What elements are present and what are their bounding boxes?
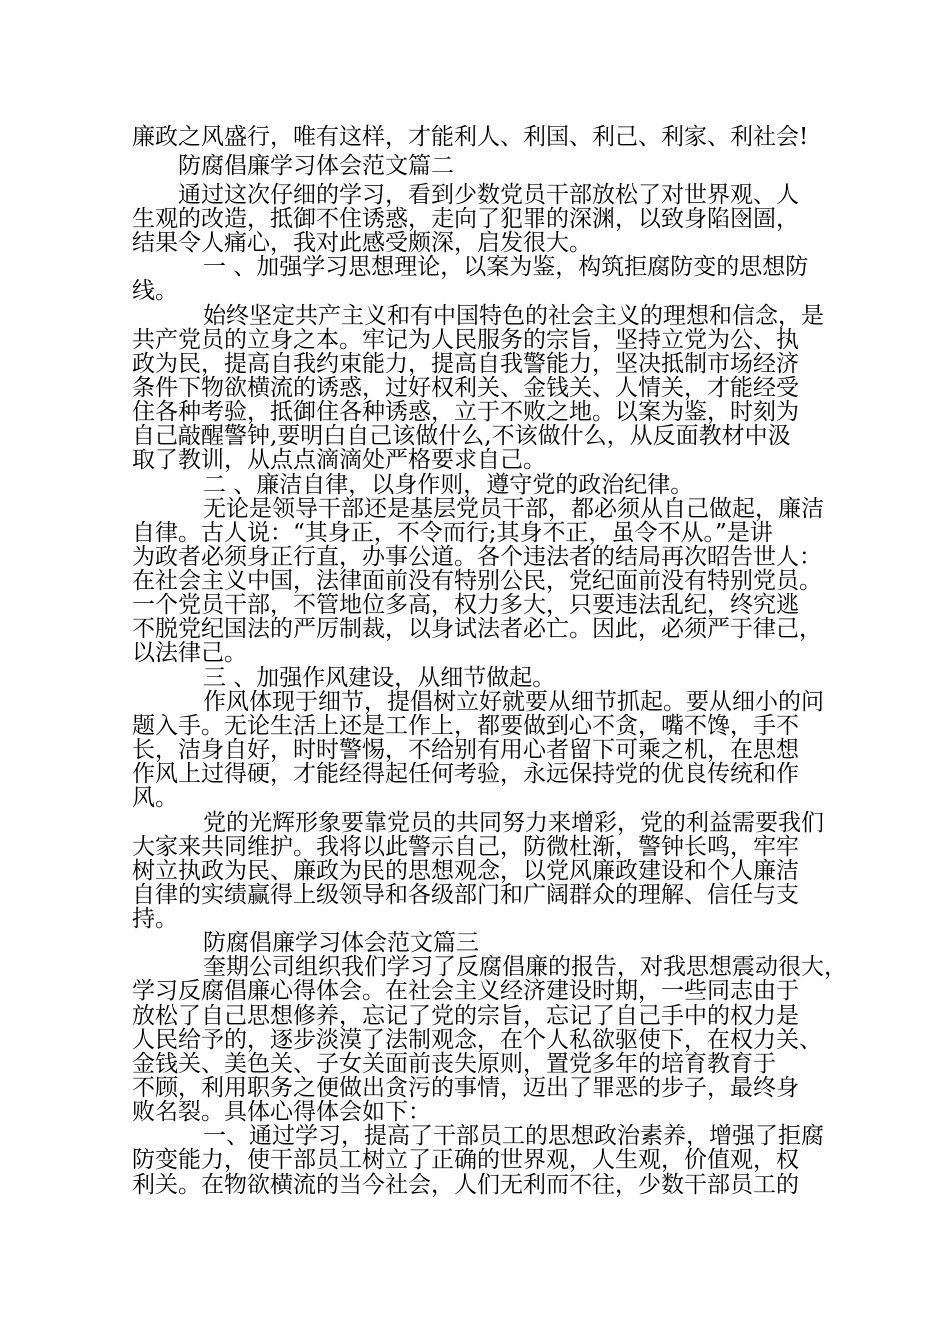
text-line: 作风体现于细节，提倡树立好就要从细节抓起。要从细小的问 bbox=[203, 689, 824, 715]
text-line: 自律。古人说：“其身正，不令而行;其身不正，虽令不从。”是讲 bbox=[132, 520, 773, 546]
text-line: 一个党员干部，不管地位多高，权力多大，只要违法乱纪，终究逃 bbox=[132, 592, 799, 618]
text-line: 一、通过学习，提高了干部员工的思想政治素养，增强了拒腐 bbox=[203, 1123, 824, 1149]
text-line: 无论是领导干部还是基层党员干部，都必须从自己做起，廉洁 bbox=[203, 496, 824, 522]
text-line: 为政者必须身正行直，办事公道。各个违法者的结局再次昭告世人： bbox=[132, 544, 822, 570]
text-line: 金钱关、美色关、子女关面前丧失原则，置党多年的培育教育于 bbox=[132, 1051, 776, 1077]
subheading-3: 三 、加强作风建设，从细节做起。 bbox=[203, 665, 556, 691]
text-line: 题入手。无论生活上还是工作上，都要做到心不贪，嘴不馋，手不 bbox=[132, 713, 799, 739]
text-line: 奎期公司组织我们学习了反腐倡廉的报告，对我思想震动很大， bbox=[203, 954, 847, 980]
text-line: 作风上过得硬，才能经得起任何考验，永远保持党的优良传统和作 bbox=[132, 761, 799, 787]
text-line: 利关。在物欲横流的当今社会，人们无利而不往，少数干部员工的 bbox=[132, 1172, 799, 1198]
text-line: 败名裂。具体心得体会如下： bbox=[132, 1099, 431, 1125]
text-line: 大家来共同维护。我将以此警示自己，防微杜渐，警钟长鸣，牢牢 bbox=[132, 834, 799, 860]
text-line: 共产党员的立身之本。牢记为人民服务的宗旨，坚持立党为公、执 bbox=[132, 327, 799, 353]
section-heading: 防腐倡廉学习体会范文篇三 bbox=[203, 930, 479, 956]
subheading-2: 二 、廉洁自律，以身作则，遵守党的政治纪律。 bbox=[203, 472, 694, 498]
text-line: 廉政之风盛行，唯有这样，才能利人、利国、利己、利家、利社会! bbox=[132, 124, 809, 150]
text-line: 条件下物欲横流的诱惑，过好权利关、金钱关、人情关，才能经受 bbox=[132, 375, 799, 401]
text-line: 持。 bbox=[132, 906, 178, 932]
text-line: 政为民，提高自我约束能力，提高自我警能力，坚决抵制市场经济 bbox=[132, 351, 799, 377]
text-line: 不脱党纪国法的严厉制裁，以身试法者必亡。因此，必须严于律己， bbox=[132, 616, 822, 642]
text-line: 学习反腐倡廉心得体会。在社会主义经济建设时期，一些同志由于 bbox=[132, 978, 799, 1004]
text-line: 住各种考验，抵御住各种诱惑，立于不败之地。以案为鉴，时刻为 bbox=[132, 399, 799, 425]
text-line: 长，洁身自好，时时警惕，不给别有用心者留下可乘之机，在思想 bbox=[132, 737, 799, 763]
text-line: 通过这次仔细的学习，看到少数党员干部放松了对世界观、人 bbox=[178, 182, 799, 208]
text-line: 生观的改造，抵御不住诱惑，走向了犯罪的深渊，以致身陷囹圄， bbox=[132, 206, 799, 232]
text-line: 自己敲醒警钟,要明白自己该做什么,不该做什么，从反面教材中汲 bbox=[132, 423, 791, 449]
text-line: 线。 bbox=[132, 278, 178, 304]
text-line: 风。 bbox=[132, 785, 178, 811]
text-line: 放松了自己思想修养，忘记了党的宗旨，忘记了自己手中的权力是 bbox=[132, 1003, 799, 1029]
text-line: 不顾，利用职务之便做出贪污的事情，迈出了罪恶的步子，最终身 bbox=[132, 1075, 799, 1101]
text-line: 结果令人痛心，我对此感受颇深，启发很大。 bbox=[132, 230, 592, 256]
text-line: 树立执政为民、廉政为民的思想观念，以党风廉政建设和个人廉洁 bbox=[132, 858, 799, 884]
text-line: 取了教训，从点点滴滴处严格要求自己。 bbox=[132, 447, 546, 473]
text-line: 在社会主义中国，法律面前没有特别公民，党纪面前没有特别党员。 bbox=[132, 568, 822, 594]
section-heading: 防腐倡廉学习体会范文篇二 bbox=[178, 153, 454, 179]
text-line: 防变能力，使干部员工树立了正确的世界观，人生观，价值观，权 bbox=[132, 1147, 799, 1173]
text-line: 人民给予的，逐步淡漠了法制观念，在个人私欲驱使下，在权力关、 bbox=[132, 1027, 822, 1053]
text-line: 始终坚定共产主义和有中国特色的社会主义的理想和信念，是 bbox=[203, 303, 824, 329]
text-line: 以法律己。 bbox=[132, 640, 247, 666]
text-line: 自律的实绩赢得上级领导和各级部门和广阔群众的理解、信任与支 bbox=[132, 882, 799, 908]
subheading-1: 一 、加强学习思想理论，以案为鉴，构筑拒腐防变的思想防 bbox=[203, 254, 809, 280]
text-line: 党的光辉形象要靠党员的共同努力来增彩，党的利益需要我们 bbox=[203, 810, 824, 836]
